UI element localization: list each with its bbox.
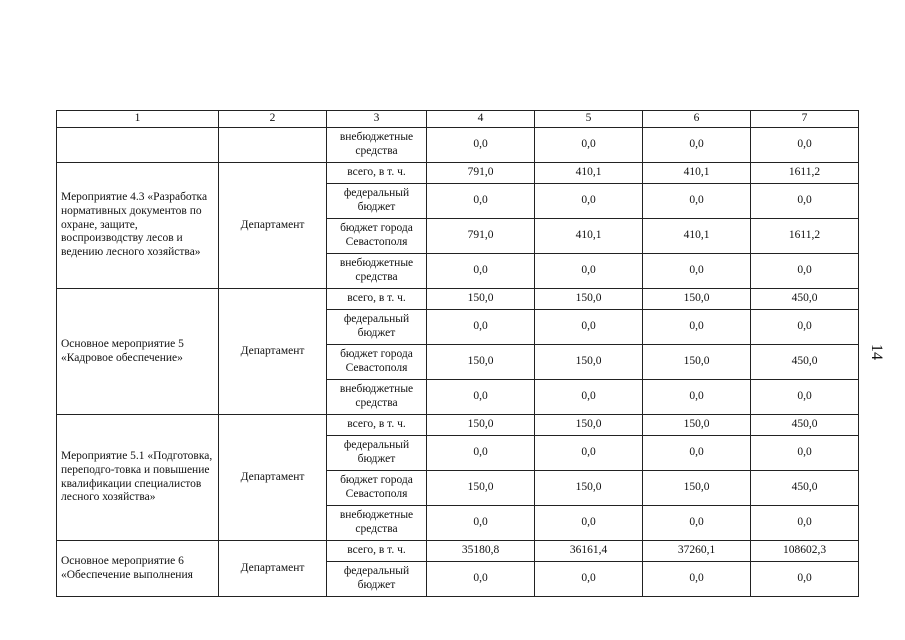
funding-source: федеральный бюджет (327, 562, 427, 597)
value-cell: 0,0 (535, 254, 643, 289)
funding-source: федеральный бюджет (327, 436, 427, 471)
value-cell: 0,0 (535, 562, 643, 597)
value-cell: 0,0 (427, 562, 535, 597)
col-header-7: 7 (751, 111, 859, 128)
executor-cell: Департамент (219, 415, 327, 541)
value-cell: 108602,3 (751, 541, 859, 562)
col-header-4: 4 (427, 111, 535, 128)
value-cell: 150,0 (535, 345, 643, 380)
value-cell: 410,1 (643, 219, 751, 254)
value-cell: 150,0 (427, 289, 535, 310)
activity-name-cell: Мероприятие 4.3 «Разработка нормативных документов по охране, защите, воспроизводству лесов и ведению лесного хозяйства» (57, 163, 219, 289)
value-cell: 0,0 (643, 506, 751, 541)
value-cell: 150,0 (427, 471, 535, 506)
value-cell: 0,0 (535, 380, 643, 415)
value-cell: 450,0 (751, 289, 859, 310)
funding-source: всего, в т. ч. (327, 163, 427, 184)
activity-name-cell: Основное мероприятие 5 «Кадровое обеспечение» (57, 289, 219, 415)
funding-source: бюджет города Севастополя (327, 219, 427, 254)
value-cell: 150,0 (535, 415, 643, 436)
executor-cell: Департамент (219, 541, 327, 597)
value-cell: 0,0 (643, 184, 751, 219)
activity-name-cell: Мероприятие 5.1 «Подготовка, переподго-товка и повышение квалификации специалистов лесного хозяйства» (57, 415, 219, 541)
value-cell: 0,0 (751, 436, 859, 471)
value-cell: 0,0 (427, 436, 535, 471)
activity-name-cell (57, 128, 219, 163)
value-cell: 0,0 (427, 380, 535, 415)
value-cell: 150,0 (643, 471, 751, 506)
value-cell: 410,1 (535, 163, 643, 184)
col-header-5: 5 (535, 111, 643, 128)
funding-source: внебюджетные средства (327, 254, 427, 289)
funding-source: всего, в т. ч. (327, 415, 427, 436)
value-cell: 791,0 (427, 163, 535, 184)
value-cell: 450,0 (751, 415, 859, 436)
value-cell: 0,0 (535, 128, 643, 163)
table-row (57, 289, 859, 310)
value-cell: 1611,2 (751, 219, 859, 254)
funding-source: всего, в т. ч. (327, 289, 427, 310)
col-header-2: 2 (219, 111, 327, 128)
funding-source: бюджет города Севастополя (327, 471, 427, 506)
col-header-3: 3 (327, 111, 427, 128)
value-cell: 0,0 (751, 380, 859, 415)
value-cell: 0,0 (535, 184, 643, 219)
executor-cell: Департамент (219, 163, 327, 289)
value-cell: 1611,2 (751, 163, 859, 184)
value-cell: 0,0 (643, 254, 751, 289)
funding-source: всего, в т. ч. (327, 541, 427, 562)
activity-name-cell: Основное мероприятие 6 «Обеспечение выполнения (57, 541, 219, 597)
value-cell: 450,0 (751, 471, 859, 506)
funding-source: федеральный бюджет (327, 184, 427, 219)
table-row (57, 128, 859, 163)
value-cell: 150,0 (535, 289, 643, 310)
col-header-1: 1 (57, 111, 219, 128)
value-cell: 150,0 (643, 415, 751, 436)
value-cell: 791,0 (427, 219, 535, 254)
value-cell: 0,0 (643, 380, 751, 415)
value-cell: 150,0 (643, 289, 751, 310)
value-cell: 150,0 (643, 345, 751, 380)
table-row (57, 541, 859, 562)
value-cell: 0,0 (643, 436, 751, 471)
value-cell: 35180,8 (427, 541, 535, 562)
value-cell: 0,0 (751, 310, 859, 345)
value-cell: 0,0 (751, 254, 859, 289)
funding-source: внебюджетные средства (327, 380, 427, 415)
funding-source: внебюджетные средства (327, 128, 427, 163)
value-cell: 0,0 (643, 128, 751, 163)
value-cell: 0,0 (427, 254, 535, 289)
value-cell: 150,0 (427, 345, 535, 380)
value-cell: 0,0 (751, 184, 859, 219)
value-cell: 0,0 (643, 562, 751, 597)
funding-source: федеральный бюджет (327, 310, 427, 345)
value-cell: 0,0 (427, 128, 535, 163)
value-cell: 0,0 (427, 184, 535, 219)
value-cell: 150,0 (535, 471, 643, 506)
value-cell: 0,0 (535, 436, 643, 471)
funding-source: внебюджетные средства (327, 506, 427, 541)
value-cell: 410,1 (535, 219, 643, 254)
value-cell: 0,0 (751, 128, 859, 163)
column-number-row (57, 111, 859, 128)
value-cell: 150,0 (427, 415, 535, 436)
executor-cell (219, 128, 327, 163)
value-cell: 0,0 (535, 506, 643, 541)
value-cell: 0,0 (427, 506, 535, 541)
budget-table (56, 110, 859, 597)
value-cell: 0,0 (751, 506, 859, 541)
page-number: 14 (868, 344, 885, 360)
value-cell: 0,0 (535, 310, 643, 345)
funding-source: бюджет города Севастополя (327, 345, 427, 380)
executor-cell: Департамент (219, 289, 327, 415)
table-row (57, 163, 859, 184)
value-cell: 410,1 (643, 163, 751, 184)
value-cell: 450,0 (751, 345, 859, 380)
value-cell: 37260,1 (643, 541, 751, 562)
value-cell: 0,0 (751, 562, 859, 597)
value-cell: 0,0 (643, 310, 751, 345)
table-row (57, 415, 859, 436)
value-cell: 0,0 (427, 310, 535, 345)
value-cell: 36161,4 (535, 541, 643, 562)
col-header-6: 6 (643, 111, 751, 128)
